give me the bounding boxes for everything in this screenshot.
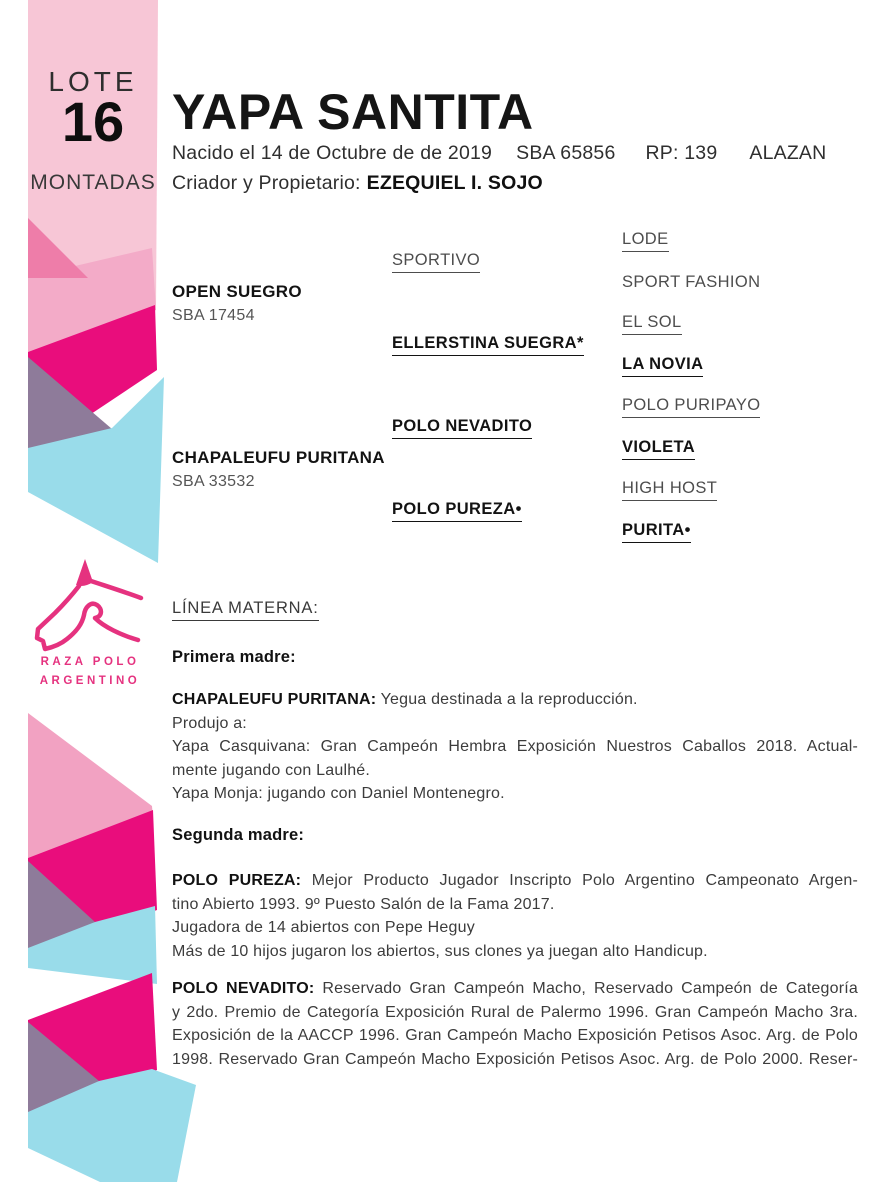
paragraph-line: Jugadora de 14 abiertos con Pepe Heguy	[172, 919, 475, 936]
pedigree-ancestor: POLO PURIPAYO	[622, 386, 864, 428]
horse-name-title: YAPA SANTITA	[172, 84, 534, 140]
pedigree-ancestor: ELLERSTINA SUEGRA*	[392, 303, 622, 386]
paragraph-line: Yapa Monja: jugando con Daniel Montenegro.	[172, 785, 505, 802]
coat-color: ALAZAN	[749, 142, 827, 164]
breeder-name: EZEQUIEL I. SOJO	[366, 172, 543, 194]
birth-info-line	[172, 142, 826, 165]
pedigree-table	[172, 220, 864, 553]
raza-polo-argentino-logo	[26, 653, 154, 691]
pedigree-ancestor: LODE	[622, 220, 864, 262]
first-dam-paragraph	[172, 688, 858, 806]
paragraph-line: Exposición de la AACCP 1996. Gran Campeón Macho Exposición Petisos Asoc. Arg. de Polo	[172, 1027, 858, 1044]
pedigree-dam-cell	[172, 386, 392, 552]
breeder-line	[172, 172, 543, 195]
second-dam-paragraph-2	[172, 977, 858, 1071]
paragraph-line: Yapa Casquivana: Gran Campeón Hembra Exposición Nuestros Caballos 2018. Actual-	[172, 738, 858, 755]
rp-number: RP: 139	[645, 142, 718, 164]
paragraph-line: 1998. Reservado Gran Campeón Macho Exposición Petisos Asoc. Arg. de Polo 2000. Reser-	[172, 1050, 858, 1068]
pedigree-ancestor: SPORTIVO	[392, 220, 622, 303]
second-dam-heading: Segunda madre:	[172, 826, 305, 844]
paragraph-line: tino Abierto 1993. 9º Puesto Salón de la Fama 2017.	[172, 895, 555, 913]
lot-label: LOTE	[48, 66, 138, 97]
pedigree-sire-cell	[172, 220, 392, 386]
maternal-line-heading: LÍNEA MATERNA:	[172, 599, 319, 621]
lot-category: MONTADAS	[30, 171, 156, 194]
lot-badge	[28, 0, 158, 220]
pedigree-ancestor: HIGH HOST	[622, 470, 864, 512]
birth-date: Nacido el 14 de Octubre de de 2019	[172, 142, 493, 164]
pedigree-ancestor: EL SOL	[622, 303, 864, 345]
first-dam-heading: Primera madre:	[172, 648, 296, 666]
paragraph-line: Más de 10 hijos jugaron los abiertos, sus clones ya juegan alto Handicup.	[172, 942, 708, 960]
pedigree-ancestor: LA NOVIA	[622, 345, 864, 387]
pedigree-ancestor: POLO NEVADITO	[392, 386, 622, 469]
dam-name: CHAPALEUFU PURITANA	[172, 448, 385, 468]
paragraph-line: Produjo a:	[172, 714, 247, 732]
paragraph-line: y 2do. Premio de Categoría Exposición Rural de Palermo 1996. Gran Campeón Macho 3ra.	[172, 1003, 858, 1021]
sire-name: OPEN SUEGRO	[172, 281, 302, 301]
logo-line-2: ARGENTINO	[39, 675, 141, 687]
pedigree-ancestor: VIOLETA	[622, 428, 864, 470]
paragraph-line: POLO PUREZA: Mejor Producto Jugador Inscripto Polo Argentino Campeonato Argen-	[172, 872, 858, 889]
horse-logo-icon	[24, 550, 154, 662]
dam-registration: SBA 33532	[172, 473, 255, 491]
paragraph-line: CHAPALEUFU PURITANA: Yegua destinada a la reproducción.	[172, 691, 638, 708]
lot-number: 16	[61, 90, 125, 153]
breeder-label: Criador y Propietario:	[172, 172, 361, 194]
sire-registration: SBA 17454	[172, 306, 255, 324]
logo-line-1: RAZA POLO	[40, 656, 140, 668]
paragraph-line: POLO NEVADITO: Reservado Gran Campeón Macho, Reservado Campeón de Categoría	[172, 980, 858, 997]
pedigree-ancestor: POLO PUREZA•	[392, 470, 622, 553]
paragraph-line: mente jugando con Laulhé.	[172, 761, 371, 779]
second-dam-paragraph-1	[172, 869, 858, 963]
sba-number: SBA 65856	[516, 142, 616, 164]
pedigree-ancestor: SPORT FASHION	[622, 272, 761, 291]
pedigree-ancestor: PURITA•	[622, 511, 864, 553]
